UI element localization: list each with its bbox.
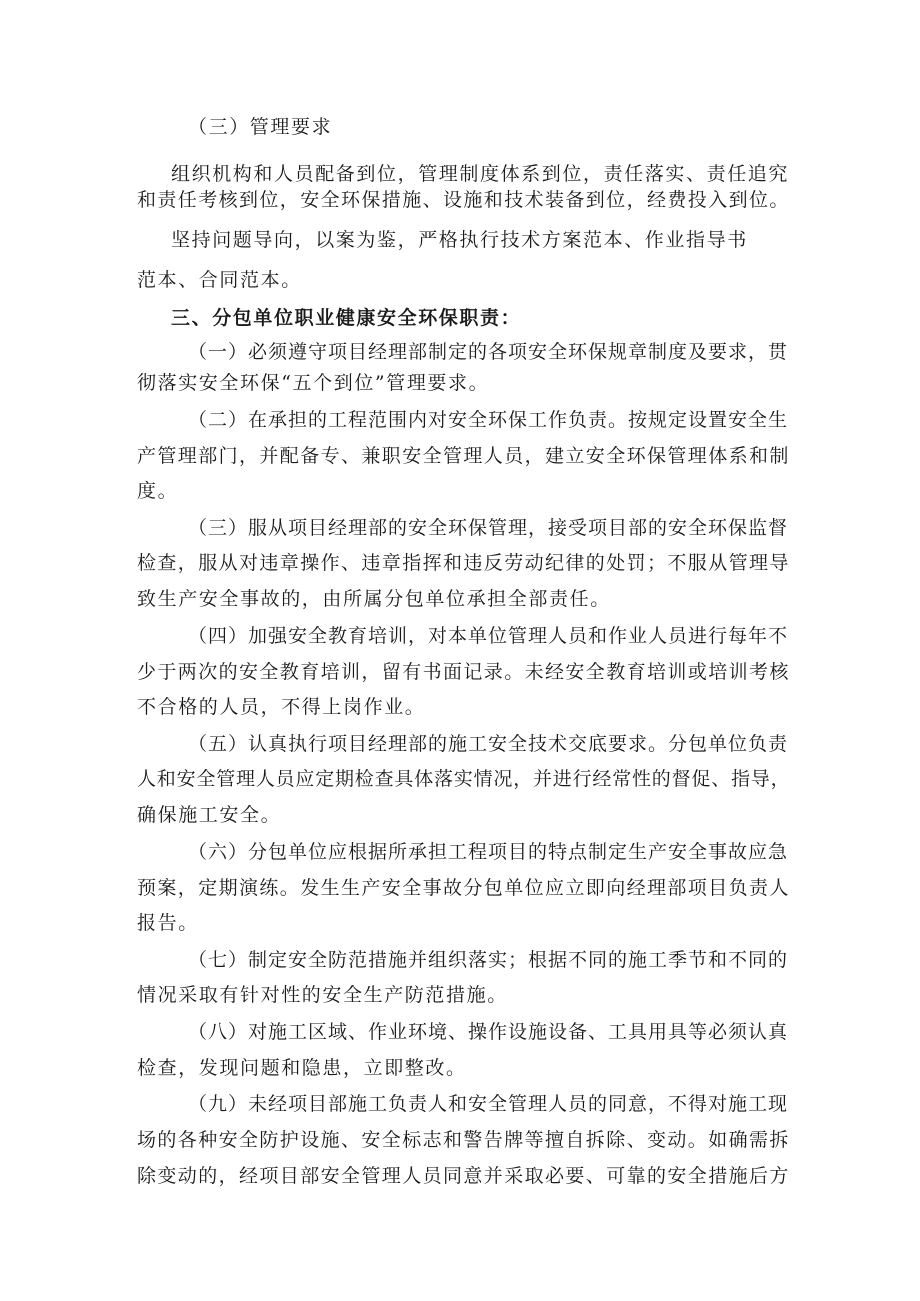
paragraph-line: （二）在承担的工程范围内对安全环保工作负责。按规定设置安全生 [188, 409, 789, 431]
paragraph-line: 除变动的，经项目部安全管理人员同意并采取必要、可靠的安全措施后方 [137, 1165, 790, 1187]
paragraph-line: （六）分包单位应根据所承担工程项目的特点制定生产安全事故应急 [188, 841, 789, 863]
paragraph-line: 度。 [137, 480, 179, 502]
paragraph-line: 致生产安全事故的，由所属分包单位承担全部责任。 [137, 588, 611, 610]
paragraph-line: 检查，发现问题和隐患，立即整改。 [137, 1057, 467, 1079]
paragraph-line: 情况采取有针对性的安全生产防范措施。 [137, 984, 508, 1006]
subsection-heading-management-requirements: （三）管理要求 [188, 116, 333, 138]
paragraph-line: 产管理部门，并配备专、兼职安全管理人员，建立安全环保管理体系和制 [137, 445, 790, 467]
paragraph-line: 坚持问题导向，以案为鉴，严格执行技术方案范本、作业指导书 [171, 229, 748, 251]
paragraph-line: （八）对施工区域、作业环境、操作设施设备、工具用具等必须认真 [188, 1021, 789, 1043]
paragraph-line: 检查，服从对违章操作、违章指挥和违反劳动纪律的处罚；不服从管理导 [137, 552, 790, 574]
paragraph-line: （三）服从项目经理部的安全环保管理，接受项目部的安全环保监督 [188, 517, 789, 539]
paragraph-line: 确保施工安全。 [137, 804, 282, 826]
paragraph-line: （五）认真执行项目经理部的施工安全技术交底要求。分包单位负责 [188, 733, 789, 755]
paragraph-line: 彻落实安全环保“五个到位”管理要求。 [137, 372, 490, 394]
paragraph-line: （九）未经项目部施工负责人和安全管理人员的同意，不得对施工现 [188, 1093, 789, 1115]
paragraph-line: 不合格的人员，不得上岗作业。 [137, 696, 426, 718]
paragraph-line: 报告。 [137, 912, 199, 934]
paragraph-line: 少于两次的安全教育培训，留有书面记录。未经安全教育培训或培训考核 [137, 661, 790, 683]
paragraph-line: （四）加强安全教育培训，对本单位管理人员和作业人员进行每年不 [188, 625, 789, 647]
paragraph-line: （一）必须遵守项目经理部制定的各项安全环保规章制度及要求，贯 [188, 341, 789, 363]
paragraph-line: 组织机构和人员配备到位，管理制度体系到位，责任落实、责任追究 [171, 163, 790, 185]
section-heading-subcontractor-duties: 三、分包单位职业健康安全环保职责： [171, 307, 522, 329]
paragraph-line: 预案，定期演练。发生生产安全事故分包单位应立即向经理部项目负责人 [137, 877, 790, 899]
paragraph-line: 人和安全管理人员应定期检查具体落实情况，并进行经常性的督促、指导， [137, 768, 791, 790]
paragraph-line: 范本、合同范本。 [137, 269, 302, 291]
paragraph-line: 和责任考核到位，安全环保措施、设施和技术装备到位，经费投入到位。 [137, 189, 790, 211]
paragraph-line: （七）制定安全防范措施并组织落实；根据不同的施工季节和不同的 [188, 949, 789, 971]
paragraph-line: 场的各种安全防护设施、安全标志和警告牌等擅自拆除、变动。如确需拆 [137, 1129, 790, 1151]
